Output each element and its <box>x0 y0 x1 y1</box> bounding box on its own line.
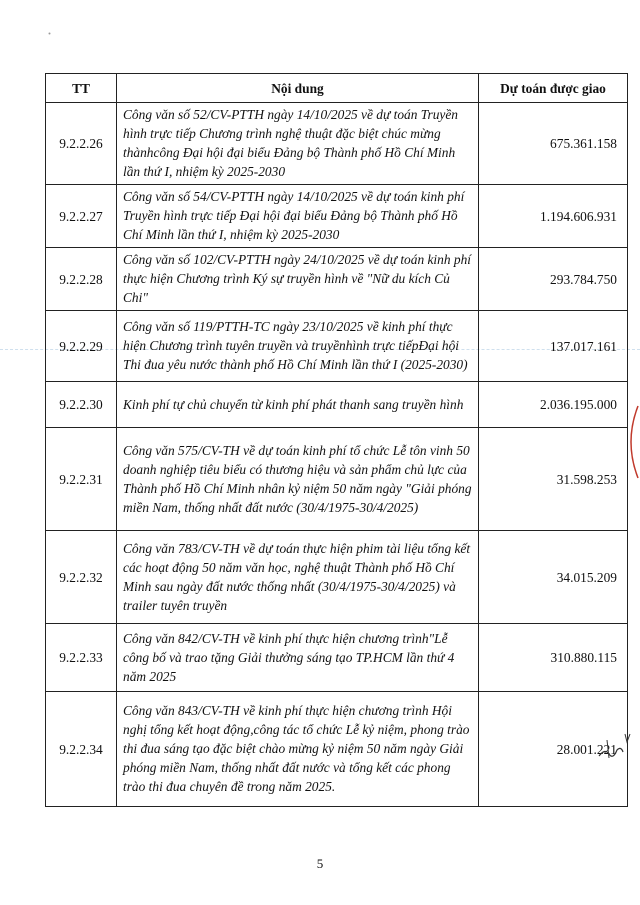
official-stamp-fragment <box>620 402 640 482</box>
row-tt: 9.2.2.31 <box>46 428 117 531</box>
page-number: 5 <box>316 856 324 871</box>
row-content: Công văn 843/CV-TH về kinh phí thực hiện chương trình Hội nghị tổng kết hoạt động,công tác tổ chức Lễ kỷ niệm, phong trào thi đua sáng tạo đặc biệt chào mừng kỷ niệm 50 năm ngày Giải phóng miền Nam, thống nhất đất nước và tổng kết các phong trào thi đua chuyên đề trong năm 2025. <box>117 692 479 807</box>
header-content: Nội dung <box>117 74 479 103</box>
row-content: Công văn số 52/CV-PTTH ngày 14/10/2025 về dự toán Truyền hình trực tiếp Chương trình nghệ thuật đặc biệt chúc mừng thànhcông Đại hội đại biểu Đảng bộ Thành phố Hồ Chí Minh lần thứ I, nhiệm kỳ 2025-2030 <box>117 103 479 185</box>
row-amount: 1.194.606.931 <box>479 185 628 248</box>
table-row <box>46 692 628 807</box>
table-row <box>46 248 628 311</box>
row-content: Công văn 783/CV-TH về dự toán thực hiện phim tài liệu tổng kết các hoạt động 50 năm văn học, nghệ thuật Thành phố Hồ Chí Minh sau ngày đất nước thống nhất (30/4/1975-30/4/2025) và trailer tuyên truyền <box>117 531 479 624</box>
row-amount: 31.598.253 <box>479 428 628 531</box>
row-tt: 9.2.2.28 <box>46 248 117 311</box>
row-tt: 9.2.2.30 <box>46 382 117 428</box>
table-row <box>46 185 628 248</box>
scan-speck <box>48 22 51 25</box>
table-header-row <box>46 74 628 103</box>
table-row <box>46 624 628 692</box>
row-content: Công văn số 102/CV-PTTH ngày 24/10/2025 về dự toán kinh phí thực hiện Chương trình Ký sự truyền hình về "Nữ du kích Củ Chi" <box>117 248 479 311</box>
row-content: Kinh phí tự chủ chuyển từ kinh phí phát thanh sang truyền hình <box>117 382 479 428</box>
budget-table <box>45 73 628 807</box>
table-row <box>46 531 628 624</box>
row-amount: 310.880.115 <box>479 624 628 692</box>
row-content: Công văn số 54/CV-PTTH ngày 14/10/2025 về dự toán kinh phí Truyền hình trực tiếp Đại hội đại biểu Đảng bộ Thành phố Hồ Chí Minh lần thứ I, nhiệm kỳ 2025-2030 <box>117 185 479 248</box>
row-tt: 9.2.2.26 <box>46 103 117 185</box>
row-tt: 9.2.2.27 <box>46 185 117 248</box>
row-amount: 34.015.209 <box>479 531 628 624</box>
signature-initials <box>597 728 633 764</box>
row-tt: 9.2.2.32 <box>46 531 117 624</box>
header-amount: Dự toán được giao <box>479 74 628 103</box>
table-row <box>46 103 628 185</box>
table-row <box>46 311 628 382</box>
row-tt: 9.2.2.29 <box>46 311 117 382</box>
row-amount: 675.361.158 <box>479 103 628 185</box>
row-tt: 9.2.2.34 <box>46 692 117 807</box>
row-amount: 2.036.195.000 <box>479 382 628 428</box>
header-tt: TT <box>46 74 117 103</box>
row-content: Công văn số 119/PTTH-TC ngày 23/10/2025 về kinh phí thực hiện Chương trình tuyên truyền và truyềnhình trực tiếpĐại hội Thi đua yêu nước thành phố Hồ Chí Minh lần thứ I (2025-2030) <box>117 311 479 382</box>
row-amount: 137.017.161 <box>479 311 628 382</box>
row-content: Công văn 575/CV-TH về dự toán kinh phí tổ chức Lễ tôn vinh 50 doanh nghiệp tiêu biểu có thương hiệu và sản phẩm chủ lực của Thành phố Hồ Chí Minh nhân kỷ niệm 50 năm ngày "Giải phóng miền Nam, thống nhất đất nước (30/4/1975-30/4/2025) <box>117 428 479 531</box>
row-content: Công văn 842/CV-TH về kinh phí thực hiện chương trình"Lễ công bố và trao tặng Giải thưởng sáng tạo TP.HCM lần thứ 4 năm 2025 <box>117 624 479 692</box>
row-amount: 28.001.221 <box>479 692 628 807</box>
table-row <box>46 428 628 531</box>
table-row <box>46 382 628 428</box>
row-tt: 9.2.2.33 <box>46 624 117 692</box>
row-amount: 293.784.750 <box>479 248 628 311</box>
